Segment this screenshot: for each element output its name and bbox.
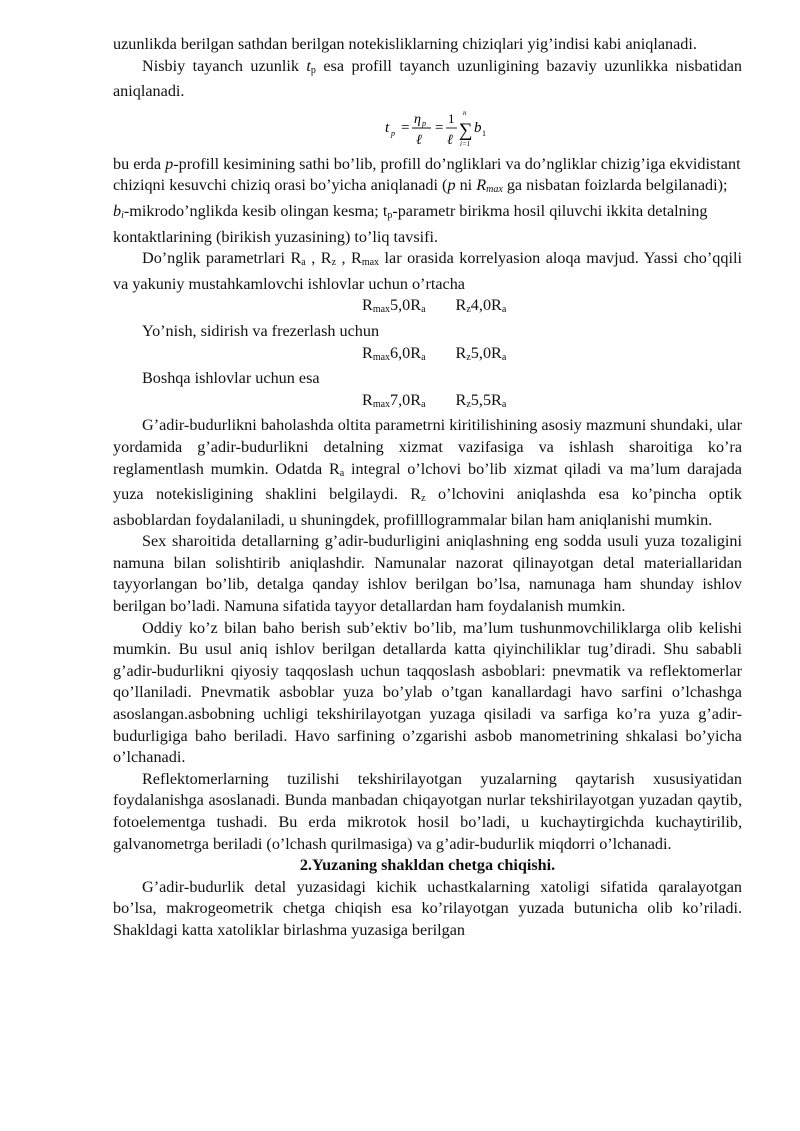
label-other: Boshqa ishlovlar uchun esa — [142, 369, 320, 388]
formula-eta: η — [414, 111, 421, 127]
paragraph-shape-deviation: G’adir-budurlik detal yuzasidagi kichik uchastkalarning xatoligi sifatida qaralayotgan bo’lsa, makrogeometrik chetga chiqish esa ko’rilayotgan yuzada butunicha olib ko’riladi. Shakldagi katta xatoliklar birlashma yuzasiga berilgan — [113, 877, 742, 939]
document-page — [113, 34, 742, 942]
formula-sum-top: n — [463, 108, 467, 117]
formula-eta-sub: p — [422, 118, 426, 128]
formula-relative-bearing-length — [113, 104, 742, 152]
formula-b: b — [474, 119, 482, 136]
formula-graphic — [383, 104, 523, 152]
formula-sum: ∑ — [459, 119, 473, 141]
formula-one: 1 — [448, 110, 455, 126]
paragraph-1: uzunlikda berilgan sathdan berilgan notekisliklarning chiziqlari yig’indisi kabi aniqlanadi. — [113, 35, 697, 53]
paragraph-parameters: Do’nglik parametrlari $R_a$ , $R_z$ , $R_{max}$ lar orasida korrelyasion aloqa mavjud. Yassi cho’qqili va yakuniy mustahkamlovchi ishlovlar uchun o’rtacha — [113, 249, 742, 293]
formula-t-sub: p — [391, 128, 395, 138]
paragraph-relative-length: Nisbiy tayanch uzunlik $t_p$ esa profill tayanch uzunligining bazaviy uzunlikka nisbatidan aniqlanadi. — [113, 56, 743, 101]
label-turning: Yo’nish, sidirish va frezerlash uchun — [142, 321, 380, 340]
formula-sum-bottom: i=1 — [460, 139, 471, 148]
formula-ell-1: ℓ — [416, 132, 422, 148]
paragraph-workshop: Sex sharoitida detallarning g’adir-budurligini aniqlashning eng sodda usuli yuza tozaligini namuna bilan solishtirib aniqlashdir. Namunalar nazorat qilinayotgan detal materiallaridan tayyorlangan bo’lib, detalga qanday ishlov berilgan bo’lsa, namunaga ham shunday ishlov berilgan bo’ladi. Namuna sifatida tayyor detallardan ham foydalanish mumkin. — [113, 532, 742, 616]
formula-eq1: = — [401, 119, 410, 136]
paragraph-reflectometers: Reflektomerlarning tuzilishi tekshirilayotgan yuzalarning qaytarish xususiyatidan foydalanishga asoslanadi. Bunda manbadan chiqayotgan nurlar tekshirilayotgan yuzadan qaytib, fotoelementga tushadi. Bu erda mikrotok hosil bo’ladi, u kuchaytirgichda kuchaytirilib, galvanometrga beriladi (o’lchash qurilmasiga) va g’adir-budurlik miqdorri o’lchanadi. — [113, 769, 742, 853]
formula-ell-2: ℓ — [447, 132, 453, 148]
section-heading: 2.Yuzaning shakldan chetga chiqishi. — [299, 856, 556, 875]
formula-t: t — [385, 119, 390, 136]
ratio-line-2: $R_{max}6,0R_a$ $R_z5,0R_a$ — [362, 343, 507, 363]
ratio-line-1: $R_{max}5,0R_a$ $R_z4,0R_a$ — [362, 296, 507, 316]
paragraph-definitions: bu erda p-profill kesimining sathi bo’lib, profill do’ngliklari va do’ngliklar chizig’iga ekvidistant chiziqni kesuvchi chiziq orasi bo’yicha aniqlanadi (p ni $R_{max}$ ga nisbatan foizlarda belgilanadi); $b_i-mikrodo’nglikda$ kesib olingan kesma; $t_p$-parametr birikma hosil qiluvchi ikkita detalning kontaktlarining (birikish yuzasining) to’liq tavsifi. — [113, 154, 741, 246]
paragraph-visual-assessment: Oddiy ko’z bilan baho berish sub’ektiv bo’lib, ma’lum tushunmovchiliklarga olib kelishi mumkin. Bu usul aniq ishlov berilgan detallarda katta qiyinchiliklar tug’diradi. Shu sababli g’adir-budurlikni qiyosiy taqqoslash uchun taqqoslash asboblari: pnevmatik va reflektomerlar qo’llaniladi. Pnevmatik asboblar yuza bo’ylab o’tgan kanallardagi havo sarfini o’lchashga asoslangan.asbobning uchligi tekshirilayotgan yuzaga qisiladi va sarfiga ko’ra yuza g’adir-budurligiga baho beriladi. Havo sarfining o’zgarishi asbob manometrining shkalasi bo’yicha o’lchanadi. — [113, 618, 742, 767]
paragraph-six-parameters: G’adir-budurlikni baholashda oltita parametrni kiritilishining asosiy mazmuni shundaki, ular yordamida g’adir-budurlikni detalning xizmat vazifasiga va ishlash sharoitiga ko’ra reglamentlash mumkin. Odatda $R_a$ integral o’lchovi bo’lib xizmat qiladi va ma’lum darajada yuza notekisligining shaklini belgilaydi. $R_z$ o’lchovini aniqlashda esa ko’pincha optik asboblardan foydalaniladi, u shuningdek, profilllogrammalar bilan ham aniqlanishi mumkin. — [113, 416, 742, 529]
formula-b-sub: 1 — [482, 128, 486, 138]
ratio-line-3: $R_{max}7,0R_a$ $R_z5,5R_a$ — [362, 390, 507, 410]
formula-eq2: = — [435, 119, 444, 136]
